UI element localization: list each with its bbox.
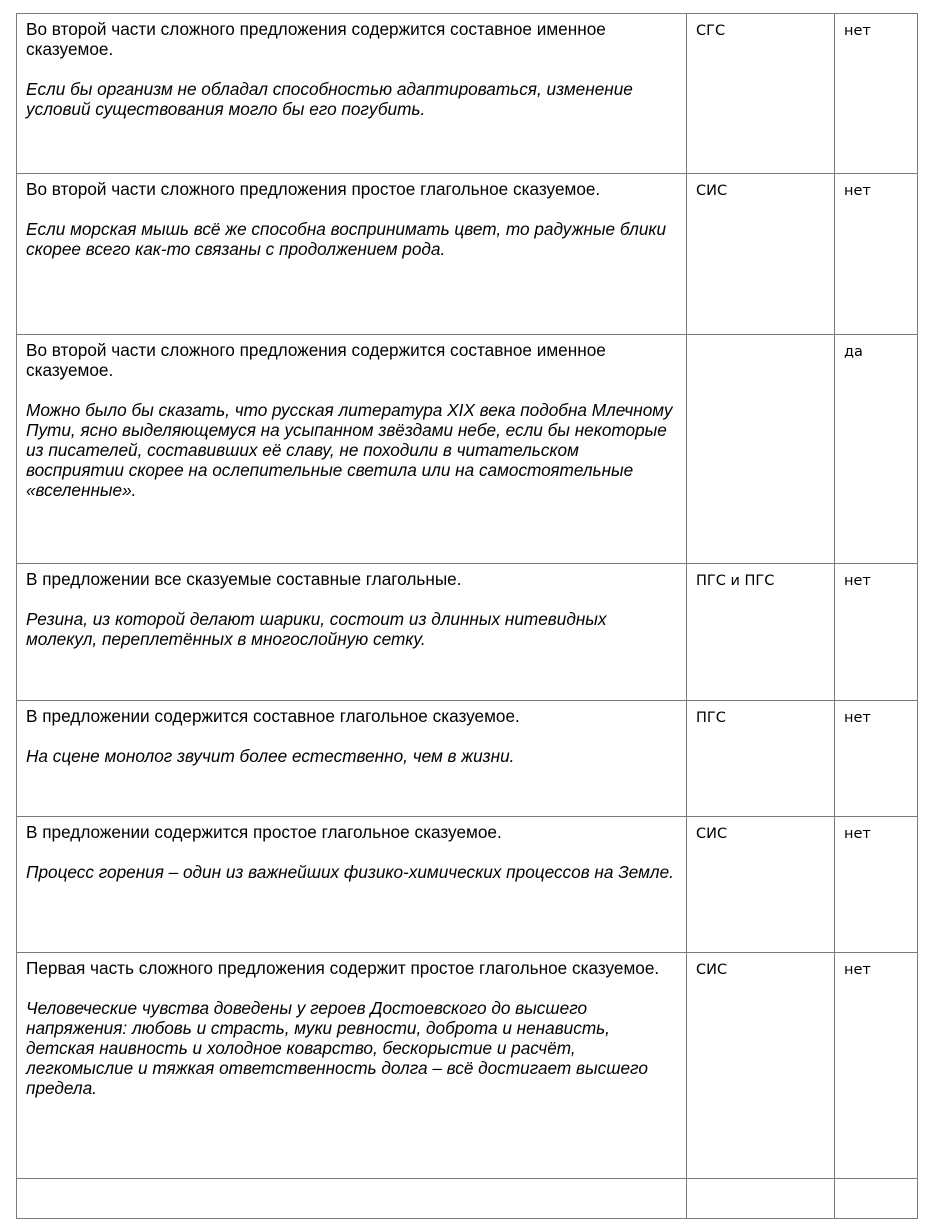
task-statement: Во второй части сложного предложения простое глагольное сказуемое. xyxy=(26,179,601,199)
statement-cell xyxy=(17,953,687,1179)
example-sentence: Если морская мышь всё же способна воспринимать цвет, то радужные блики скорее всего как-то связаны с продолжением рода. xyxy=(26,219,667,259)
predicate-code: СГС xyxy=(696,23,726,39)
answer-cell xyxy=(835,701,918,817)
task-statement: В предложении содержится простое глагольное сказуемое. xyxy=(26,822,502,842)
grammar-exercise-table xyxy=(16,13,918,1219)
statement-cell xyxy=(17,14,687,174)
table-row-partial xyxy=(17,1179,918,1219)
predicate-code-cell xyxy=(687,701,835,817)
example-sentence: Человеческие чувства доведены у героев Достоевского до высшего напряжения: любовь и страсть, муки ревности, доброта и ненависть, детская наивность и холодное коварство, бескорыстие и расчёт, легкомыслие и тяжкая ответственность долга – всё достигает высшего предела. xyxy=(26,998,648,1098)
answer-value: да xyxy=(844,344,863,360)
answer-value: нет xyxy=(844,573,871,589)
answer-cell xyxy=(835,953,918,1179)
task-statement: Первая часть сложного предложения содержит простое глагольное сказуемое. xyxy=(26,958,660,978)
task-statement: В предложении содержится составное глагольное сказуемое. xyxy=(26,706,520,726)
statement-cell xyxy=(17,174,687,335)
table-row xyxy=(17,14,918,174)
predicate-code: СИС xyxy=(696,962,728,978)
predicate-code-cell xyxy=(687,335,835,564)
example-sentence: Процесс горения – один из важнейших физико-химических процессов на Земле. xyxy=(26,862,674,882)
table-row xyxy=(17,335,918,564)
statement-cell xyxy=(17,817,687,953)
example-sentence: Если бы организм не обладал способностью адаптироваться, изменение условий существования могло бы его погубить. xyxy=(26,79,633,119)
answer-cell xyxy=(835,564,918,701)
predicate-code-cell xyxy=(687,953,835,1179)
predicate-code-cell xyxy=(687,564,835,701)
answer-value: нет xyxy=(844,710,871,726)
task-statement: В предложении все сказуемые составные глагольные. xyxy=(26,569,462,589)
statement-cell xyxy=(17,701,687,817)
table-row xyxy=(17,953,918,1179)
answer-value: нет xyxy=(844,826,871,842)
answer-value: нет xyxy=(844,962,871,978)
predicate-code: СИС xyxy=(696,183,728,199)
table-row xyxy=(17,701,918,817)
predicate-code-cell xyxy=(687,817,835,953)
answer-cell xyxy=(835,817,918,953)
example-sentence: На сцене монолог звучит более естественно, чем в жизни. xyxy=(26,746,515,766)
statement-cell xyxy=(17,1179,687,1219)
grammar-exercise-sheet xyxy=(16,13,917,1219)
predicate-code-cell xyxy=(687,14,835,174)
task-statement: Во второй части сложного предложения содержится составное именное сказуемое. xyxy=(26,19,606,59)
statement-cell xyxy=(17,564,687,701)
table-row xyxy=(17,564,918,701)
answer-value: нет xyxy=(844,183,871,199)
table-row xyxy=(17,817,918,953)
table-row xyxy=(17,174,918,335)
answer-value: нет xyxy=(844,23,871,39)
predicate-code: ПГС xyxy=(696,710,726,726)
example-sentence: Резина, из которой делают шарики, состоит из длинных нитевидных молекул, переплетённых в многослойную сетку. xyxy=(26,609,607,649)
statement-cell xyxy=(17,335,687,564)
predicate-code-cell xyxy=(687,1179,835,1219)
answer-cell xyxy=(835,174,918,335)
task-statement: Во второй части сложного предложения содержится составное именное сказуемое. xyxy=(26,340,606,380)
answer-cell xyxy=(835,1179,918,1219)
predicate-code: ПГС и ПГС xyxy=(696,573,775,589)
answer-cell xyxy=(835,335,918,564)
predicate-code-cell xyxy=(687,174,835,335)
predicate-code xyxy=(696,340,834,342)
predicate-code: СИС xyxy=(696,826,728,842)
example-sentence: Можно было бы сказать, что русская литература XIX века подобна Млечному Пути, ясно выделяющемуся на усыпанном звёздами небе, если бы некоторые из писателей, составивших её славу, не походили в читательском восприятии скорее на ослепительные светила или на самостоятельные «вселенные». xyxy=(26,400,673,500)
answer-cell xyxy=(835,14,918,174)
